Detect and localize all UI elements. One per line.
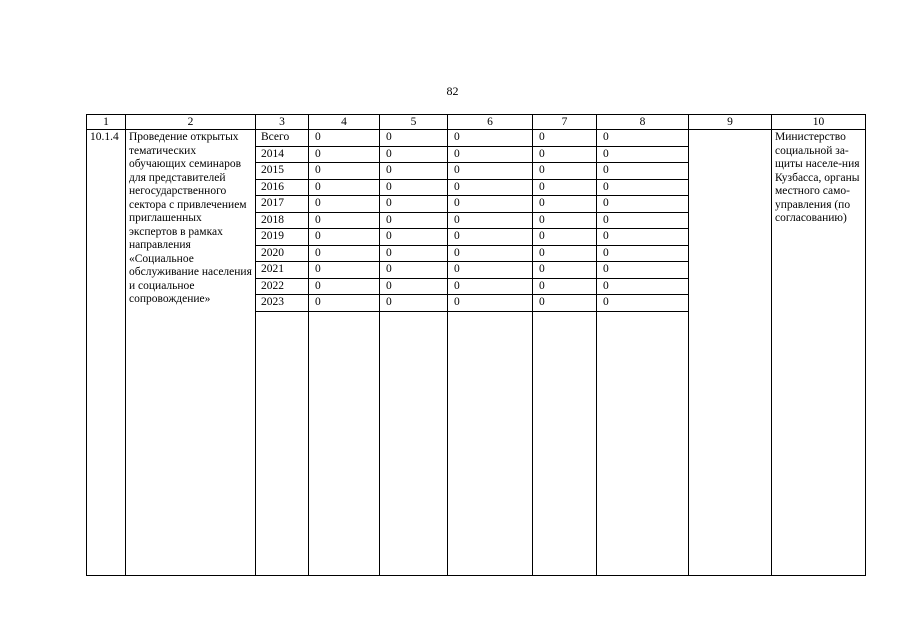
value-cell-5: 0	[380, 262, 448, 279]
empty-cell	[533, 311, 597, 576]
value-cell-4: 0	[309, 179, 380, 196]
value-cell-7: 0	[533, 295, 597, 312]
table-body	[87, 115, 866, 576]
value-cell-7: 0	[533, 163, 597, 180]
value-cell-7: 0	[533, 146, 597, 163]
value-cell-6: 0	[448, 295, 533, 312]
year-cell: Всего	[256, 130, 309, 147]
value-cell-4: 0	[309, 295, 380, 312]
executor-cell: Министерство социальной за-щиты населе-ния Кузбасса, органы местного само-управления (по согласованию)	[772, 130, 866, 576]
value-cell-6: 0	[448, 229, 533, 246]
value-cell-6: 0	[448, 163, 533, 180]
header-cell-10: 10	[772, 115, 866, 130]
empty-cell	[448, 311, 533, 576]
value-cell-4: 0	[309, 212, 380, 229]
value-cell-8: 0	[597, 278, 689, 295]
value-cell-6: 0	[448, 146, 533, 163]
year-cell: 2019	[256, 229, 309, 246]
value-cell-8: 0	[597, 262, 689, 279]
value-cell-7: 0	[533, 212, 597, 229]
value-cell-8: 0	[597, 163, 689, 180]
value-cell-4: 0	[309, 130, 380, 147]
header-cell-6: 6	[448, 115, 533, 130]
value-cell-6: 0	[448, 278, 533, 295]
value-cell-8: 0	[597, 196, 689, 213]
value-cell-8: 0	[597, 245, 689, 262]
value-cell-5: 0	[380, 196, 448, 213]
header-cell-1: 1	[87, 115, 126, 130]
item-number: 10.1.4	[87, 130, 126, 576]
year-cell: 2017	[256, 196, 309, 213]
value-cell-5: 0	[380, 130, 448, 147]
value-cell-7: 0	[533, 179, 597, 196]
value-cell-5: 0	[380, 245, 448, 262]
value-cell-5: 0	[380, 146, 448, 163]
value-cell-7: 0	[533, 130, 597, 147]
value-cell-8: 0	[597, 212, 689, 229]
program-table	[86, 114, 866, 576]
header-cell-7: 7	[533, 115, 597, 130]
empty-cell	[309, 311, 380, 576]
empty-cell	[380, 311, 448, 576]
value-cell-8: 0	[597, 295, 689, 312]
value-cell-8: 0	[597, 229, 689, 246]
value-cell-7: 0	[533, 278, 597, 295]
value-cell-8: 0	[597, 146, 689, 163]
value-cell-4: 0	[309, 196, 380, 213]
value-cell-4: 0	[309, 262, 380, 279]
value-cell-5: 0	[380, 278, 448, 295]
value-cell-5: 0	[380, 163, 448, 180]
page-number: 82	[446, 84, 459, 98]
year-cell: 2023	[256, 295, 309, 312]
empty-cell	[256, 311, 309, 576]
value-cell-4: 0	[309, 229, 380, 246]
year-cell: 2018	[256, 212, 309, 229]
value-cell-7: 0	[533, 229, 597, 246]
value-cell-6: 0	[448, 130, 533, 147]
value-cell-5: 0	[380, 229, 448, 246]
header-cell-8: 8	[597, 115, 689, 130]
value-cell-5: 0	[380, 179, 448, 196]
value-cell-5: 0	[380, 295, 448, 312]
header-row	[87, 115, 866, 130]
header-cell-5: 5	[380, 115, 448, 130]
table-row	[87, 130, 866, 147]
year-cell: 2015	[256, 163, 309, 180]
value-cell-8: 0	[597, 179, 689, 196]
year-cell: 2016	[256, 179, 309, 196]
value-cell-7: 0	[533, 262, 597, 279]
value-cell-7: 0	[533, 245, 597, 262]
year-cell: 2022	[256, 278, 309, 295]
year-cell: 2020	[256, 245, 309, 262]
value-cell-6: 0	[448, 212, 533, 229]
value-cell-4: 0	[309, 163, 380, 180]
value-cell-4: 0	[309, 245, 380, 262]
empty-cell	[597, 311, 689, 576]
column-9-cell	[689, 130, 772, 576]
value-cell-8: 0	[597, 130, 689, 147]
value-cell-6: 0	[448, 245, 533, 262]
value-cell-7: 0	[533, 196, 597, 213]
value-cell-6: 0	[448, 262, 533, 279]
value-cell-4: 0	[309, 146, 380, 163]
header-cell-9: 9	[689, 115, 772, 130]
value-cell-5: 0	[380, 212, 448, 229]
header-cell-3: 3	[256, 115, 309, 130]
item-description: Проведение открытых тематических обучающих семинаров для представителей негосударственного сектора с привлечением приглашенных экспертов в рамках направления «Социальное обслуживание населения и социальное сопровождение»	[126, 130, 256, 576]
year-cell: 2021	[256, 262, 309, 279]
value-cell-6: 0	[448, 196, 533, 213]
header-cell-4: 4	[309, 115, 380, 130]
header-cell-2: 2	[126, 115, 256, 130]
value-cell-4: 0	[309, 278, 380, 295]
value-cell-6: 0	[448, 179, 533, 196]
year-cell: 2014	[256, 146, 309, 163]
